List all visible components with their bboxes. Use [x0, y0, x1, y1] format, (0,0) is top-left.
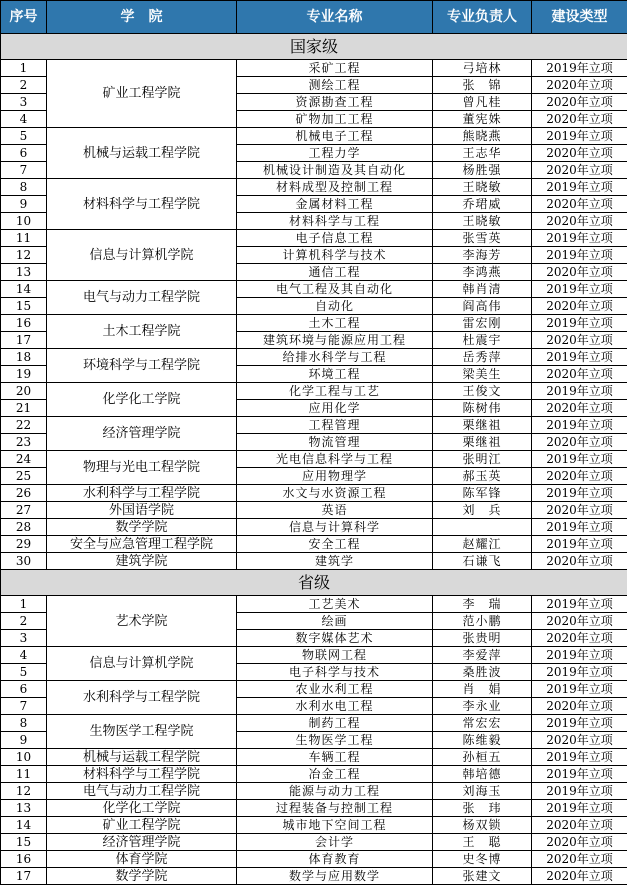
- table-row: [1, 451, 627, 468]
- construction-type-cell: 2019年立项: [532, 281, 627, 298]
- major-leader-cell: 郝玉英: [433, 468, 532, 485]
- major-leader-cell: 史冬博: [433, 851, 532, 868]
- construction-type-cell: 2019年立项: [532, 179, 627, 196]
- table-row: [1, 868, 627, 885]
- construction-type-cell: 2019年立项: [532, 647, 627, 664]
- major-name-cell: 水利水电工程: [237, 698, 433, 715]
- row-index: 9: [1, 196, 47, 213]
- major-name-cell: 环境工程: [237, 366, 433, 383]
- construction-type-cell: 2020年立项: [532, 213, 627, 230]
- construction-type-cell: 2019年立项: [532, 128, 627, 145]
- table-row: [1, 851, 627, 868]
- major-name-cell: 采矿工程: [237, 60, 433, 77]
- section-row: [1, 570, 627, 596]
- major-leader-cell: 陈维毅: [433, 732, 532, 749]
- major-name-cell: 应用物理学: [237, 468, 433, 485]
- construction-type-cell: 2019年立项: [532, 664, 627, 681]
- row-index: 8: [1, 179, 47, 196]
- row-index: 1: [1, 596, 47, 613]
- major-name-cell: 过程装备与控制工程: [237, 800, 433, 817]
- major-leader-cell: 梁美生: [433, 366, 532, 383]
- construction-type-cell: 2020年立项: [532, 298, 627, 315]
- row-index: 9: [1, 732, 47, 749]
- construction-type-cell: 2019年立项: [532, 519, 627, 536]
- major-name-cell: 会计学: [237, 834, 433, 851]
- major-leader-cell: 岳秀萍: [433, 349, 532, 366]
- table-row: [1, 383, 627, 400]
- major-leader-cell: 杨胜强: [433, 162, 532, 179]
- table-row: [1, 536, 627, 553]
- major-leader-cell: 韩肖清: [433, 281, 532, 298]
- row-index: 25: [1, 468, 47, 485]
- college-cell: 物理与光电工程学院: [47, 451, 237, 485]
- major-leader-cell: 张 锦: [433, 77, 532, 94]
- row-index: 2: [1, 613, 47, 630]
- major-name-cell: 物联网工程: [237, 647, 433, 664]
- major-leader-cell: [433, 519, 532, 536]
- construction-type-cell: 2020年立项: [532, 817, 627, 834]
- major-leader-cell: 王晓敏: [433, 179, 532, 196]
- major-leader-cell: 肖 娟: [433, 681, 532, 698]
- header-person: 专业负责人: [433, 1, 532, 34]
- major-name-cell: 计算机科学与技术: [237, 247, 433, 264]
- major-leader-cell: 张明江: [433, 451, 532, 468]
- row-index: 30: [1, 553, 47, 570]
- construction-type-cell: 2020年立项: [532, 145, 627, 162]
- row-index: 11: [1, 766, 47, 783]
- row-index: 7: [1, 162, 47, 179]
- college-cell: 材料科学与工程学院: [47, 179, 237, 230]
- major-name-cell: 数字媒体艺术: [237, 630, 433, 647]
- major-name-cell: 电气工程及其自动化: [237, 281, 433, 298]
- college-cell: 安全与应急管理工程学院: [47, 536, 237, 553]
- header-college: 学 院: [47, 1, 237, 34]
- major-leader-cell: 范小鹏: [433, 613, 532, 630]
- construction-type-cell: 2019年立项: [532, 715, 627, 732]
- college-cell: 土木工程学院: [47, 315, 237, 349]
- table-row: [1, 766, 627, 783]
- row-index: 6: [1, 681, 47, 698]
- row-index: 5: [1, 664, 47, 681]
- header-index: 序号: [1, 1, 47, 34]
- college-cell: 矿业工程学院: [47, 817, 237, 834]
- major-leader-cell: 王晓敏: [433, 213, 532, 230]
- major-leader-cell: 刘 兵: [433, 502, 532, 519]
- major-name-cell: 冶金工程: [237, 766, 433, 783]
- major-leader-cell: 熊晓燕: [433, 128, 532, 145]
- construction-type-cell: 2019年立项: [532, 800, 627, 817]
- major-name-cell: 电子信息工程: [237, 230, 433, 247]
- major-name-cell: 工艺美术: [237, 596, 433, 613]
- table-row: [1, 783, 627, 800]
- major-name-cell: 制药工程: [237, 715, 433, 732]
- college-cell: 环境科学与工程学院: [47, 349, 237, 383]
- table-row: [1, 485, 627, 502]
- major-name-cell: 英语: [237, 502, 433, 519]
- major-name-cell: 给排水科学与工程: [237, 349, 433, 366]
- row-index: 13: [1, 800, 47, 817]
- major-leader-cell: 王俊文: [433, 383, 532, 400]
- construction-type-cell: 2019年立项: [532, 536, 627, 553]
- major-leader-cell: 王 聪: [433, 834, 532, 851]
- table-row: [1, 749, 627, 766]
- table-row: [1, 60, 627, 77]
- major-leader-cell: 栗继祖: [433, 434, 532, 451]
- construction-type-cell: 2019年立项: [532, 60, 627, 77]
- row-index: 3: [1, 630, 47, 647]
- construction-type-cell: 2020年立项: [532, 400, 627, 417]
- major-name-cell: 土木工程: [237, 315, 433, 332]
- section-title: 国家级: [1, 34, 627, 60]
- major-leader-cell: 杜震宇: [433, 332, 532, 349]
- major-name-cell: 金属材料工程: [237, 196, 433, 213]
- construction-type-cell: 2020年立项: [532, 553, 627, 570]
- college-cell: 水利科学与工程学院: [47, 681, 237, 715]
- row-index: 23: [1, 434, 47, 451]
- major-leader-cell: 陈军锋: [433, 485, 532, 502]
- row-index: 13: [1, 264, 47, 281]
- construction-type-cell: 2020年立项: [532, 162, 627, 179]
- major-leader-cell: 陈树伟: [433, 400, 532, 417]
- construction-type-cell: 2020年立项: [532, 332, 627, 349]
- table-header-row: [1, 1, 627, 34]
- college-cell: 矿业工程学院: [47, 60, 237, 128]
- major-name-cell: 光电信息科学与工程: [237, 451, 433, 468]
- college-cell: 机械与运载工程学院: [47, 749, 237, 766]
- table-row: [1, 596, 627, 613]
- table-row: [1, 315, 627, 332]
- table-row: [1, 834, 627, 851]
- table-row: [1, 519, 627, 536]
- major-name-cell: 电子科学与技术: [237, 664, 433, 681]
- row-index: 17: [1, 868, 47, 885]
- major-name-cell: 机械电子工程: [237, 128, 433, 145]
- construction-type-cell: 2020年立项: [532, 264, 627, 281]
- major-leader-cell: 李海芳: [433, 247, 532, 264]
- table-row: [1, 681, 627, 698]
- row-index: 4: [1, 647, 47, 664]
- row-index: 21: [1, 400, 47, 417]
- construction-type-cell: 2020年立项: [532, 111, 627, 128]
- major-leader-cell: 阎高伟: [433, 298, 532, 315]
- major-leader-cell: 李永业: [433, 698, 532, 715]
- table-row: [1, 230, 627, 247]
- construction-type-cell: 2019年立项: [532, 749, 627, 766]
- row-index: 16: [1, 851, 47, 868]
- major-name-cell: 城市地下空间工程: [237, 817, 433, 834]
- major-leader-cell: 石谦飞: [433, 553, 532, 570]
- row-index: 15: [1, 834, 47, 851]
- row-index: 29: [1, 536, 47, 553]
- major-leader-cell: 刘海玉: [433, 783, 532, 800]
- major-name-cell: 材料成型及控制工程: [237, 179, 433, 196]
- major-name-cell: 化学工程与工艺: [237, 383, 433, 400]
- major-name-cell: 水文与水资源工程: [237, 485, 433, 502]
- college-cell: 信息与计算机学院: [47, 230, 237, 281]
- construction-type-cell: 2019年立项: [532, 681, 627, 698]
- table-row: [1, 553, 627, 570]
- major-name-cell: 自动化: [237, 298, 433, 315]
- row-index: 14: [1, 817, 47, 834]
- major-leader-cell: 常宏宏: [433, 715, 532, 732]
- row-index: 12: [1, 783, 47, 800]
- construction-type-cell: 2020年立项: [532, 698, 627, 715]
- major-name-cell: 生物医学工程: [237, 732, 433, 749]
- construction-type-cell: 2020年立项: [532, 77, 627, 94]
- construction-type-cell: 2019年立项: [532, 485, 627, 502]
- major-name-cell: 体育教育: [237, 851, 433, 868]
- major-leader-cell: 桑胜波: [433, 664, 532, 681]
- major-name-cell: 建筑学: [237, 553, 433, 570]
- row-index: 10: [1, 213, 47, 230]
- college-cell: 机械与运载工程学院: [47, 128, 237, 179]
- major-leader-cell: 乔珺威: [433, 196, 532, 213]
- major-leader-cell: 张贵明: [433, 630, 532, 647]
- row-index: 5: [1, 128, 47, 145]
- table-row: [1, 715, 627, 732]
- major-name-cell: 数学与应用数学: [237, 868, 433, 885]
- college-cell: 材料科学与工程学院: [47, 766, 237, 783]
- row-index: 16: [1, 315, 47, 332]
- major-leader-cell: 董宪姝: [433, 111, 532, 128]
- header-type: 建设类型: [532, 1, 627, 34]
- construction-type-cell: 2019年立项: [532, 417, 627, 434]
- college-cell: 建筑学院: [47, 553, 237, 570]
- row-index: 11: [1, 230, 47, 247]
- table-row: [1, 647, 627, 664]
- college-cell: 信息与计算机学院: [47, 647, 237, 681]
- table-row: [1, 349, 627, 366]
- major-name-cell: 矿物加工工程: [237, 111, 433, 128]
- row-index: 3: [1, 94, 47, 111]
- row-index: 28: [1, 519, 47, 536]
- college-cell: 体育学院: [47, 851, 237, 868]
- row-index: 17: [1, 332, 47, 349]
- major-leader-cell: 孙桓五: [433, 749, 532, 766]
- construction-type-cell: 2020年立项: [532, 868, 627, 885]
- section-title: 省级: [1, 570, 627, 596]
- major-leader-cell: 张 玮: [433, 800, 532, 817]
- construction-type-cell: 2020年立项: [532, 732, 627, 749]
- college-cell: 数学学院: [47, 868, 237, 885]
- construction-type-cell: 2020年立项: [532, 502, 627, 519]
- construction-type-cell: 2020年立项: [532, 468, 627, 485]
- construction-type-cell: 2019年立项: [532, 349, 627, 366]
- construction-type-cell: 2020年立项: [532, 834, 627, 851]
- row-index: 6: [1, 145, 47, 162]
- construction-type-cell: 2019年立项: [532, 766, 627, 783]
- row-index: 1: [1, 60, 47, 77]
- major-leader-cell: 张建文: [433, 868, 532, 885]
- college-cell: 经济管理学院: [47, 834, 237, 851]
- major-name-cell: 绘画: [237, 613, 433, 630]
- header-major: 专业名称: [237, 1, 433, 34]
- major-leader-cell: 雷宏刚: [433, 315, 532, 332]
- major-leader-cell: 李爱萍: [433, 647, 532, 664]
- major-leader-cell: 李 瑞: [433, 596, 532, 613]
- major-leader-cell: 曾凡桂: [433, 94, 532, 111]
- major-name-cell: 车辆工程: [237, 749, 433, 766]
- college-cell: 电气与动力工程学院: [47, 783, 237, 800]
- row-index: 4: [1, 111, 47, 128]
- major-leader-cell: 韩培德: [433, 766, 532, 783]
- row-index: 12: [1, 247, 47, 264]
- row-index: 2: [1, 77, 47, 94]
- table-row: [1, 281, 627, 298]
- college-cell: 外国语学院: [47, 502, 237, 519]
- major-name-cell: 工程力学: [237, 145, 433, 162]
- college-cell: 艺术学院: [47, 596, 237, 647]
- construction-type-cell: 2019年立项: [532, 383, 627, 400]
- major-name-cell: 安全工程: [237, 536, 433, 553]
- major-name-cell: 通信工程: [237, 264, 433, 281]
- college-cell: 电气与动力工程学院: [47, 281, 237, 315]
- row-index: 14: [1, 281, 47, 298]
- table-body: [1, 34, 627, 885]
- row-index: 7: [1, 698, 47, 715]
- college-cell: 生物医学工程学院: [47, 715, 237, 749]
- row-index: 19: [1, 366, 47, 383]
- row-index: 24: [1, 451, 47, 468]
- row-index: 10: [1, 749, 47, 766]
- construction-type-cell: 2020年立项: [532, 434, 627, 451]
- college-cell: 水利科学与工程学院: [47, 485, 237, 502]
- major-leader-cell: 弓培林: [433, 60, 532, 77]
- construction-type-cell: 2019年立项: [532, 315, 627, 332]
- construction-type-cell: 2020年立项: [532, 94, 627, 111]
- row-index: 15: [1, 298, 47, 315]
- table-row: [1, 817, 627, 834]
- construction-type-cell: 2019年立项: [532, 247, 627, 264]
- major-leader-cell: 赵耀江: [433, 536, 532, 553]
- table-row: [1, 800, 627, 817]
- college-cell: 数学学院: [47, 519, 237, 536]
- table-row: [1, 179, 627, 196]
- major-leader-cell: 王志华: [433, 145, 532, 162]
- college-cell: 经济管理学院: [47, 417, 237, 451]
- major-name-cell: 能源与动力工程: [237, 783, 433, 800]
- table-row: [1, 417, 627, 434]
- college-cell: 化学化工学院: [47, 383, 237, 417]
- row-index: 22: [1, 417, 47, 434]
- row-index: 27: [1, 502, 47, 519]
- construction-type-cell: 2019年立项: [532, 230, 627, 247]
- construction-type-cell: 2019年立项: [532, 783, 627, 800]
- major-name-cell: 信息与计算科学: [237, 519, 433, 536]
- major-name-cell: 农业水利工程: [237, 681, 433, 698]
- major-name-cell: 资源勘查工程: [237, 94, 433, 111]
- row-index: 18: [1, 349, 47, 366]
- row-index: 8: [1, 715, 47, 732]
- section-row: [1, 34, 627, 60]
- construction-type-cell: 2020年立项: [532, 630, 627, 647]
- major-name-cell: 应用化学: [237, 400, 433, 417]
- major-leader-cell: 张雪英: [433, 230, 532, 247]
- major-name-cell: 材料科学与工程: [237, 213, 433, 230]
- major-name-cell: 测绘工程: [237, 77, 433, 94]
- major-leader-cell: 李鸿燕: [433, 264, 532, 281]
- major-name-cell: 建筑环境与能源应用工程: [237, 332, 433, 349]
- major-leader-cell: 杨双锁: [433, 817, 532, 834]
- table-row: [1, 128, 627, 145]
- construction-type-cell: 2020年立项: [532, 366, 627, 383]
- construction-type-cell: 2019年立项: [532, 451, 627, 468]
- construction-type-cell: 2020年立项: [532, 613, 627, 630]
- row-index: 26: [1, 485, 47, 502]
- major-name-cell: 物流管理: [237, 434, 433, 451]
- construction-type-cell: 2020年立项: [532, 851, 627, 868]
- construction-type-cell: 2019年立项: [532, 596, 627, 613]
- construction-type-cell: 2020年立项: [532, 196, 627, 213]
- table-row: [1, 502, 627, 519]
- major-name-cell: 工程管理: [237, 417, 433, 434]
- row-index: 20: [1, 383, 47, 400]
- major-name-cell: 机械设计制造及其自动化: [237, 162, 433, 179]
- college-cell: 化学化工学院: [47, 800, 237, 817]
- major-leader-cell: 栗继祖: [433, 417, 532, 434]
